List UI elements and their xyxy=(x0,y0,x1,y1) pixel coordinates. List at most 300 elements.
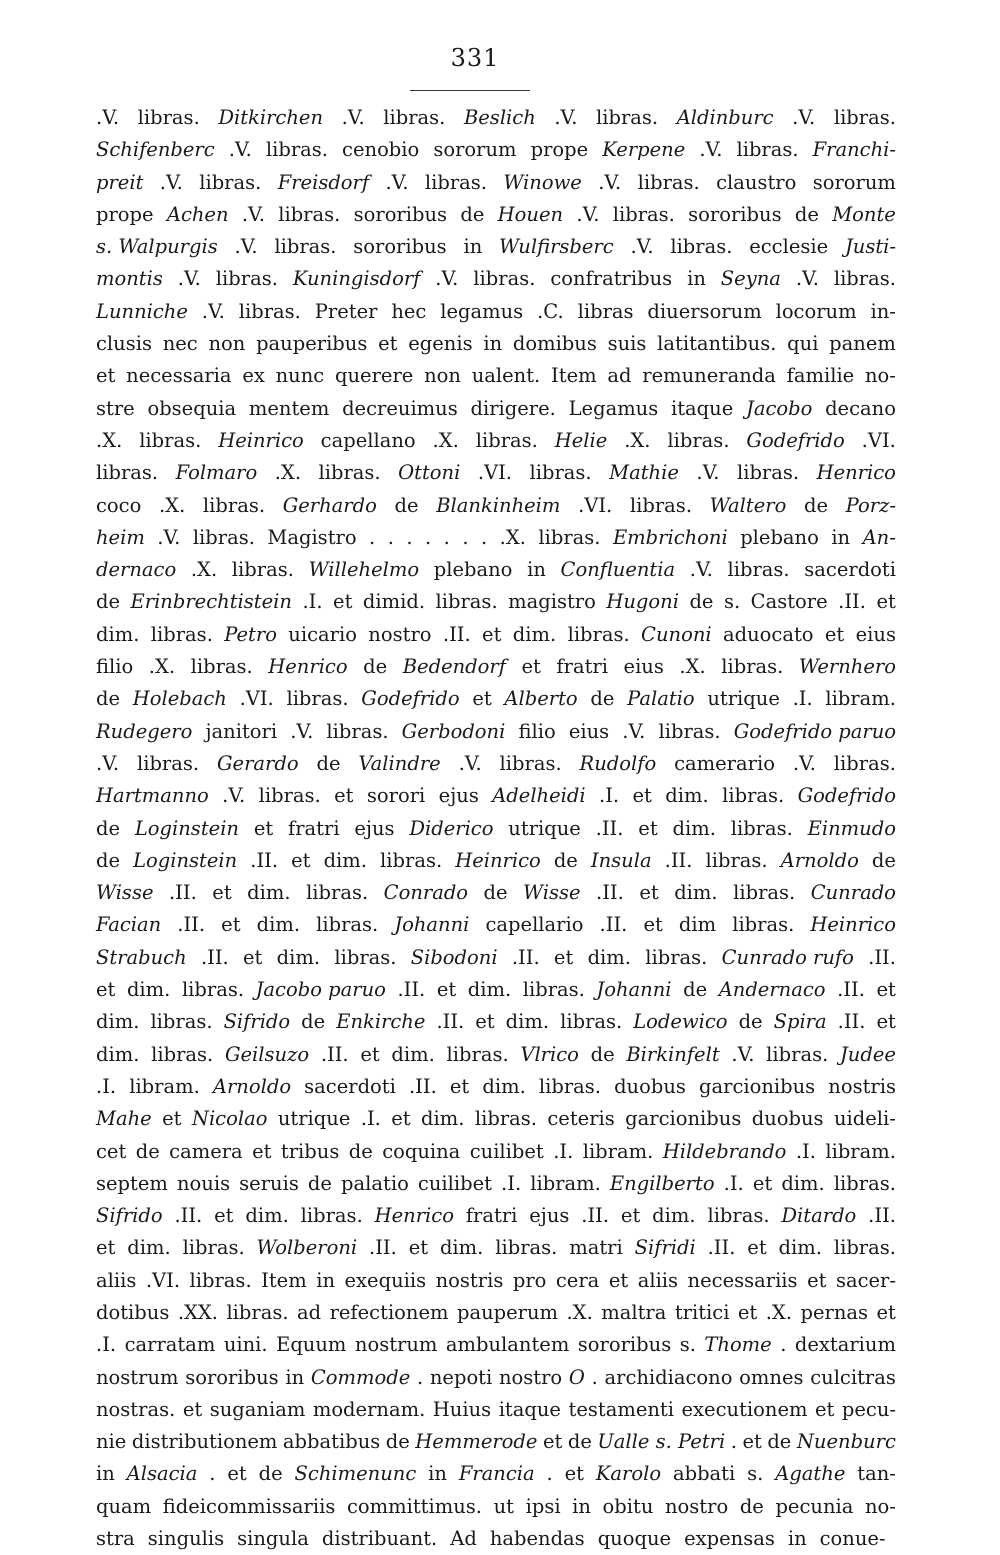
word: non xyxy=(424,364,461,388)
word: et xyxy=(742,1430,762,1454)
word: .V. xyxy=(157,525,181,549)
word: pecu- xyxy=(841,1397,896,1421)
word: libras. xyxy=(300,1204,363,1228)
word: cet xyxy=(96,1139,127,1163)
word: uini. xyxy=(223,1333,268,1357)
word: .V. xyxy=(435,267,459,291)
word: et xyxy=(96,364,116,388)
word: et xyxy=(449,1074,470,1098)
word: et xyxy=(564,1462,584,1486)
text-line xyxy=(96,522,896,554)
word: aliis xyxy=(96,1268,137,1292)
word: obitu xyxy=(602,1494,654,1518)
word: libras. xyxy=(181,978,245,1002)
word: confratribus xyxy=(550,267,673,291)
word: nostras. xyxy=(96,1397,176,1421)
word: ejus xyxy=(354,816,395,840)
word: libras. xyxy=(380,848,443,872)
text-line xyxy=(96,425,896,457)
word: distributionem xyxy=(131,1430,278,1454)
word: et xyxy=(553,945,574,969)
word: in xyxy=(96,1462,115,1486)
italic-name: Sibodoni xyxy=(410,945,498,969)
word: coquina xyxy=(382,1139,461,1163)
word: Item xyxy=(551,364,597,388)
word: dim. xyxy=(421,1107,465,1131)
word: libras. xyxy=(446,1042,509,1066)
word: de xyxy=(767,1430,792,1454)
word: et xyxy=(542,1430,563,1454)
word: libras. xyxy=(766,1042,829,1066)
word: dim. xyxy=(512,622,557,646)
word: .I. xyxy=(96,1333,117,1357)
word: .V. xyxy=(458,751,482,775)
word: dim. xyxy=(245,1204,289,1228)
word: libras. xyxy=(736,138,799,162)
italic-name: Waltero xyxy=(709,493,787,517)
text-line xyxy=(96,813,896,845)
word: .V. xyxy=(96,751,120,775)
word: .V. xyxy=(201,299,225,323)
word: .X. xyxy=(432,428,459,452)
word: libras. xyxy=(474,1107,537,1131)
italic-name: Alsacia xyxy=(126,1462,198,1486)
italic-name: Agathe xyxy=(775,1462,846,1486)
italic-name: Sifrido xyxy=(96,1204,163,1228)
word: libram. xyxy=(530,1171,601,1195)
word: stre xyxy=(96,396,135,420)
word: dim. xyxy=(126,978,171,1002)
word: pauperibus xyxy=(256,332,368,356)
word: et xyxy=(521,655,541,679)
word: sororibus xyxy=(185,1365,279,1389)
italic-name: Einmudo xyxy=(807,816,896,840)
word: dim. xyxy=(127,1236,171,1260)
word: pernas xyxy=(800,1300,869,1324)
word: dotibus xyxy=(96,1300,170,1324)
italic-name: Achen xyxy=(166,202,229,226)
italic-name: Winowe xyxy=(503,170,582,194)
word: stra xyxy=(96,1527,135,1551)
word: cuilibet xyxy=(469,1139,544,1163)
italic-name: Adelheidi xyxy=(492,784,586,808)
word: camerario xyxy=(674,751,775,775)
word: .I. xyxy=(501,1171,522,1195)
word: committimus. xyxy=(346,1494,482,1518)
word: et xyxy=(638,816,658,840)
word: libras. xyxy=(538,1074,601,1098)
word: libras. xyxy=(612,202,675,226)
word: libras. xyxy=(475,428,538,452)
word: .II. xyxy=(868,1204,896,1228)
text-line xyxy=(96,845,896,877)
word: .V. xyxy=(795,267,819,291)
word: et xyxy=(227,1462,247,1486)
word: libras. xyxy=(707,1204,770,1228)
word: maltra xyxy=(601,1300,667,1324)
italic-name: Valindre xyxy=(358,751,441,775)
italic-name: Palatio xyxy=(627,687,695,711)
word: de xyxy=(135,1139,160,1163)
word: Legamus xyxy=(568,396,659,420)
word: archidiacono xyxy=(604,1365,733,1389)
word: dim. xyxy=(778,1236,822,1260)
word: sororibus xyxy=(353,235,447,259)
word: libram. xyxy=(129,1074,200,1098)
word: .V. xyxy=(576,202,600,226)
word: cera xyxy=(555,1268,600,1292)
word: ipsi xyxy=(525,1494,561,1518)
word: de xyxy=(871,848,896,872)
text-line xyxy=(96,1426,896,1458)
word: .II. xyxy=(581,1204,610,1228)
word: dim. xyxy=(505,1010,550,1034)
italic-name: Cunrado rufo xyxy=(721,945,854,969)
italic-name: dernaco xyxy=(96,558,177,582)
text-line xyxy=(96,167,896,199)
italic-name: Diderico xyxy=(409,816,494,840)
word: libras. xyxy=(637,170,700,194)
word: libras. xyxy=(190,655,253,679)
word: .X. xyxy=(274,461,302,485)
italic-name: Andernaco xyxy=(718,978,826,1002)
text-line xyxy=(96,296,896,328)
word: .VI. xyxy=(861,428,896,452)
word: et xyxy=(333,590,353,614)
word: et xyxy=(876,1010,896,1034)
word: singula xyxy=(237,1527,309,1551)
word: pro xyxy=(512,1268,547,1292)
word: querere xyxy=(335,364,414,388)
italic-name: Henrico xyxy=(268,655,348,679)
word: et xyxy=(747,1236,767,1260)
word: .VI. xyxy=(578,493,613,517)
word: diuersorum xyxy=(647,299,762,323)
italic-name: Johanni xyxy=(394,913,470,937)
italic-name: Judee xyxy=(839,1042,896,1066)
italic-name: Aldinburc xyxy=(676,106,774,129)
word: panem xyxy=(829,332,896,356)
text-line xyxy=(96,651,896,683)
word: libras. xyxy=(833,751,896,775)
italic-name: Henrico xyxy=(816,461,896,485)
word: latitantibus. xyxy=(657,332,777,356)
word: .X. xyxy=(499,525,526,549)
word: et xyxy=(408,1236,429,1260)
italic-name: Monte xyxy=(832,202,896,226)
word: culcitras xyxy=(810,1365,896,1389)
word: aduocato xyxy=(722,622,814,646)
word: libras. xyxy=(567,622,630,646)
word: .V. xyxy=(731,1042,755,1066)
word: de xyxy=(590,687,615,711)
italic-name: Loginstein xyxy=(133,848,238,872)
italic-name: Hemmerode xyxy=(415,1430,538,1454)
word: et xyxy=(253,816,274,840)
word: et xyxy=(221,913,241,937)
italic-name: Folmaro xyxy=(175,461,258,485)
italic-name: Wulfirsberc xyxy=(499,235,614,259)
word: dim. xyxy=(665,784,709,808)
word: .VI. xyxy=(239,687,274,711)
word: magistro xyxy=(508,590,596,614)
text-line xyxy=(96,1071,896,1103)
word: hec xyxy=(391,299,427,323)
word: libras. xyxy=(238,299,301,323)
word: de xyxy=(683,978,708,1002)
word: ut xyxy=(493,1494,514,1518)
word: libras. xyxy=(278,202,341,226)
italic-name: Ditkirchen xyxy=(218,106,324,129)
word: prope xyxy=(530,138,589,162)
word: singulis xyxy=(147,1527,225,1551)
italic-name: Arnoldo xyxy=(780,848,859,872)
word: quam xyxy=(96,1494,152,1518)
word: et xyxy=(643,913,663,937)
word: .II. xyxy=(599,913,628,937)
word: .V. xyxy=(689,558,713,582)
word: itaque xyxy=(670,396,734,420)
text-line xyxy=(96,586,896,618)
italic-name: Strabuch xyxy=(96,945,187,969)
word: dim. xyxy=(96,622,140,646)
word: dim. xyxy=(467,978,512,1002)
italic-name: Johanni xyxy=(596,978,672,1002)
word: et xyxy=(608,1268,629,1292)
word: necessariis xyxy=(687,1268,798,1292)
italic-name: Hugoni xyxy=(606,590,679,614)
word: libras. xyxy=(96,461,159,485)
italic-name: Wisse xyxy=(96,881,154,905)
word: et xyxy=(360,1042,380,1066)
italic-name: Insula xyxy=(590,848,652,872)
word: de xyxy=(316,751,341,775)
word: distribuant. xyxy=(321,1527,438,1551)
word: . xyxy=(780,1333,787,1357)
word: .V. xyxy=(341,106,365,129)
italic-name: Heinrico xyxy=(455,848,541,872)
word: libras. xyxy=(318,461,381,485)
word: et xyxy=(482,622,502,646)
word: dim. xyxy=(587,945,631,969)
word: dim. xyxy=(276,945,321,969)
italic-name: Henrico xyxy=(374,1204,454,1228)
italic-name: Beslich xyxy=(463,106,536,129)
word: et xyxy=(632,784,652,808)
word: in xyxy=(316,1268,336,1292)
word: .X. xyxy=(765,1300,793,1324)
word: eius xyxy=(855,622,896,646)
word: libras. xyxy=(435,590,498,614)
word: .X. xyxy=(679,655,706,679)
word: . xyxy=(416,1365,424,1389)
word: libras. xyxy=(136,751,200,775)
word: .II. xyxy=(511,945,540,969)
italic-name: Schimenunc xyxy=(294,1462,417,1486)
italic-name: Kerpene xyxy=(602,138,686,162)
word: libras. xyxy=(424,170,487,194)
word: sororibus xyxy=(353,202,448,226)
word: nostro xyxy=(498,1365,563,1389)
word: modernam. xyxy=(312,1397,426,1421)
text-line xyxy=(96,1039,896,1071)
italic-name: Wernhero xyxy=(798,655,896,679)
word: no- xyxy=(865,364,896,388)
word: .II. xyxy=(707,1236,736,1260)
text-line xyxy=(96,1523,896,1555)
word: libras. xyxy=(202,493,266,517)
word: exequiis xyxy=(344,1268,427,1292)
word: .II. xyxy=(595,816,624,840)
text-line xyxy=(96,231,896,263)
word: .V. xyxy=(234,235,258,259)
word: libras. xyxy=(139,428,202,452)
text-line xyxy=(96,1394,896,1426)
italic-name: Facian xyxy=(96,913,162,937)
word: sacerdoti xyxy=(304,1074,396,1098)
word: .X. xyxy=(190,558,218,582)
word: pauperum xyxy=(456,1300,559,1324)
italic-name: Nuenburc xyxy=(796,1430,896,1454)
word: nostro xyxy=(368,622,432,646)
word: libras. xyxy=(629,493,693,517)
word: abbatibus xyxy=(282,1430,381,1454)
word: remuneranda xyxy=(642,364,776,388)
italic-name: Commode xyxy=(310,1365,411,1389)
word: libras. xyxy=(286,687,349,711)
word: .II. xyxy=(442,622,471,646)
word: Castore xyxy=(750,590,828,614)
word: capellario xyxy=(485,913,584,937)
italic-name: Petro xyxy=(224,622,277,646)
word: fratri xyxy=(465,1204,518,1228)
word: et xyxy=(436,978,457,1002)
word: dim. xyxy=(247,881,291,905)
word: sacerdoti xyxy=(804,558,896,582)
text-line xyxy=(96,1458,896,1490)
word: dim. xyxy=(439,1236,484,1260)
italic-name: Engilberto xyxy=(609,1171,715,1195)
word: .II. xyxy=(177,913,206,937)
word: ejus xyxy=(529,1204,570,1228)
word: .V. xyxy=(792,106,816,129)
italic-name: heim xyxy=(96,525,145,549)
word: nouis xyxy=(176,1171,231,1195)
word: garcionibus xyxy=(699,1074,816,1098)
word: .V. xyxy=(177,267,201,291)
text-line xyxy=(96,780,896,812)
word: .II. xyxy=(838,590,866,614)
word: .II. xyxy=(397,978,426,1002)
word: Item xyxy=(261,1268,307,1292)
word: ejus xyxy=(438,784,479,808)
text-line xyxy=(96,1491,896,1523)
word: libras. xyxy=(529,461,592,485)
italic-name: Gerbodoni xyxy=(401,719,506,743)
word: dim. xyxy=(256,913,301,937)
italic-name: Jacobo xyxy=(746,396,813,420)
word: palatio xyxy=(341,1171,409,1195)
word: de xyxy=(590,1042,615,1066)
word: ecclesie xyxy=(749,235,829,259)
word: Ad xyxy=(450,1527,477,1551)
word: dim. xyxy=(96,1042,140,1066)
word: executionem xyxy=(681,1397,808,1421)
word: .II. xyxy=(168,881,197,905)
word: egenis xyxy=(408,332,473,356)
italic-name: preit xyxy=(96,170,144,194)
word: et xyxy=(737,1300,758,1324)
word: libras. xyxy=(326,719,389,743)
word: et xyxy=(876,590,896,614)
word: de xyxy=(738,1010,763,1034)
word: no- xyxy=(864,1494,896,1518)
word: utrique xyxy=(277,1107,351,1131)
word: .I. xyxy=(792,687,813,711)
word: fratri xyxy=(288,816,340,840)
italic-name: Blankinheim xyxy=(436,493,561,517)
word: dim. xyxy=(652,1204,696,1228)
word: aliis xyxy=(637,1268,679,1292)
word: et xyxy=(291,848,311,872)
word: libras. xyxy=(732,913,795,937)
italic-name: Wisse xyxy=(523,881,581,905)
word: libras. xyxy=(733,881,796,905)
word: .II. xyxy=(837,1010,866,1034)
word: decano xyxy=(825,396,896,420)
text-line xyxy=(96,199,896,231)
word: in xyxy=(687,267,706,291)
word: .V. xyxy=(96,106,120,129)
word: de xyxy=(363,655,388,679)
word: domibus xyxy=(512,332,597,356)
word: nostrum xyxy=(354,1333,438,1357)
word: libras. xyxy=(705,848,768,872)
text-line xyxy=(96,716,896,748)
word: nostrum xyxy=(96,1365,179,1389)
italic-name: Wolberoni xyxy=(256,1236,358,1260)
word: .VI. xyxy=(477,461,513,485)
word: .V. xyxy=(290,719,314,743)
text-line xyxy=(96,942,896,974)
word: habendas xyxy=(489,1527,585,1551)
word: expensas xyxy=(684,1527,775,1551)
word: dim. xyxy=(482,1074,526,1098)
word: ex xyxy=(242,364,265,388)
italic-name: s. Walpurgis xyxy=(96,235,218,259)
word: .II. xyxy=(369,1236,397,1260)
word: et xyxy=(243,945,263,969)
italic-name: Schifenberc xyxy=(96,138,215,162)
text-line xyxy=(96,457,896,489)
word: libras. xyxy=(538,525,601,549)
word: dim. xyxy=(323,848,367,872)
word: dirigere. xyxy=(470,396,556,420)
word: .V. xyxy=(699,138,723,162)
word: et xyxy=(807,1268,827,1292)
italic-name: Porz- xyxy=(845,493,896,517)
text-line xyxy=(96,909,896,941)
word: qui xyxy=(787,332,819,356)
italic-name: Sifridi xyxy=(634,1236,696,1260)
word: carratam xyxy=(124,1333,216,1357)
word: .II. xyxy=(868,945,896,969)
word: . xyxy=(730,1430,737,1454)
italic-name: Francia xyxy=(458,1462,535,1486)
word: septem xyxy=(96,1171,168,1195)
word: .X. xyxy=(158,493,186,517)
italic-name: Lodewico xyxy=(633,1010,728,1034)
